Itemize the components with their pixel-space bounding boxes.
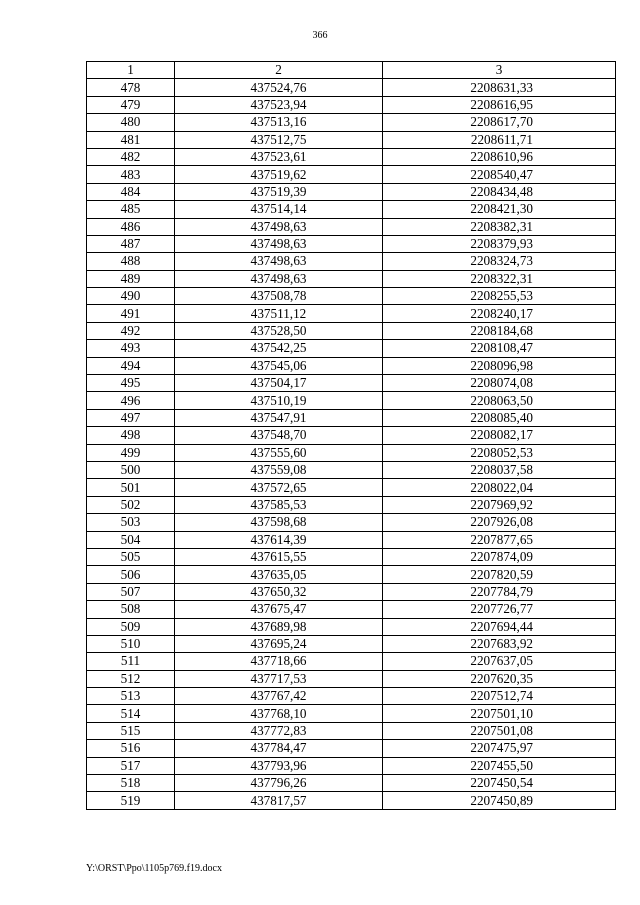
table-row bbox=[87, 409, 616, 426]
table-row bbox=[87, 114, 616, 131]
table-row bbox=[87, 792, 616, 809]
y-coordinate-cell: 2208085,40 bbox=[383, 409, 616, 426]
x-coordinate-cell: 437524,76 bbox=[175, 79, 383, 96]
point-number-cell: 507 bbox=[87, 583, 175, 600]
x-coordinate-cell: 437772,83 bbox=[175, 722, 383, 739]
x-coordinate-cell: 437572,65 bbox=[175, 479, 383, 496]
y-coordinate-cell: 2207969,92 bbox=[383, 496, 616, 513]
page-number: 366 bbox=[312, 30, 328, 41]
y-coordinate-cell: 2208052,53 bbox=[383, 444, 616, 461]
x-coordinate-cell: 437559,08 bbox=[175, 461, 383, 478]
point-number-cell: 492 bbox=[87, 322, 175, 339]
table-row bbox=[87, 340, 616, 357]
y-coordinate-cell: 2207926,08 bbox=[383, 514, 616, 531]
point-number-cell: 512 bbox=[87, 670, 175, 687]
x-coordinate-cell: 437635,05 bbox=[175, 566, 383, 583]
x-coordinate-cell: 437511,12 bbox=[175, 305, 383, 322]
point-number-cell: 515 bbox=[87, 722, 175, 739]
table-row bbox=[87, 392, 616, 409]
point-number-cell: 488 bbox=[87, 253, 175, 270]
x-coordinate-cell: 437523,61 bbox=[175, 148, 383, 165]
x-coordinate-cell: 437504,17 bbox=[175, 375, 383, 392]
point-number-cell: 499 bbox=[87, 444, 175, 461]
column-header-1: 1 bbox=[87, 62, 175, 79]
x-coordinate-cell: 437523,94 bbox=[175, 96, 383, 113]
x-coordinate-cell: 437767,42 bbox=[175, 688, 383, 705]
point-number-cell: 514 bbox=[87, 705, 175, 722]
y-coordinate-cell: 2207501,10 bbox=[383, 705, 616, 722]
table-row bbox=[87, 722, 616, 739]
x-coordinate-cell: 437585,53 bbox=[175, 496, 383, 513]
table-row bbox=[87, 601, 616, 618]
table-row bbox=[87, 375, 616, 392]
table-row bbox=[87, 131, 616, 148]
x-coordinate-cell: 437615,55 bbox=[175, 548, 383, 565]
point-number-cell: 519 bbox=[87, 792, 175, 809]
x-coordinate-cell: 437498,63 bbox=[175, 218, 383, 235]
point-number-cell: 517 bbox=[87, 757, 175, 774]
x-coordinate-cell: 437555,60 bbox=[175, 444, 383, 461]
point-number-cell: 509 bbox=[87, 618, 175, 635]
x-coordinate-cell: 437695,24 bbox=[175, 635, 383, 652]
y-coordinate-cell: 2208379,93 bbox=[383, 235, 616, 252]
y-coordinate-cell: 2208074,08 bbox=[383, 375, 616, 392]
point-number-cell: 497 bbox=[87, 409, 175, 426]
point-number-cell: 486 bbox=[87, 218, 175, 235]
x-coordinate-cell: 437793,96 bbox=[175, 757, 383, 774]
y-coordinate-cell: 2207450,89 bbox=[383, 792, 616, 809]
x-coordinate-cell: 437784,47 bbox=[175, 740, 383, 757]
x-coordinate-cell: 437689,98 bbox=[175, 618, 383, 635]
point-number-cell: 504 bbox=[87, 531, 175, 548]
table-row bbox=[87, 235, 616, 252]
point-number-cell: 491 bbox=[87, 305, 175, 322]
point-number-cell: 502 bbox=[87, 496, 175, 513]
table-row bbox=[87, 496, 616, 513]
table-row bbox=[87, 548, 616, 565]
footer-file-path: Y:\ORST\Ppo\1105p769.f19.docx bbox=[86, 863, 222, 874]
y-coordinate-cell: 2207455,50 bbox=[383, 757, 616, 774]
column-header-2: 2 bbox=[175, 62, 383, 79]
point-number-cell: 508 bbox=[87, 601, 175, 618]
y-coordinate-cell: 2208631,33 bbox=[383, 79, 616, 96]
table-row bbox=[87, 514, 616, 531]
table-row bbox=[87, 357, 616, 374]
y-coordinate-cell: 2207726,77 bbox=[383, 601, 616, 618]
y-coordinate-cell: 2207475,97 bbox=[383, 740, 616, 757]
table-row bbox=[87, 253, 616, 270]
point-number-cell: 498 bbox=[87, 427, 175, 444]
table-row bbox=[87, 461, 616, 478]
x-coordinate-cell: 437498,63 bbox=[175, 270, 383, 287]
table-row bbox=[87, 218, 616, 235]
x-coordinate-cell: 437718,66 bbox=[175, 653, 383, 670]
x-coordinate-cell: 437514,14 bbox=[175, 201, 383, 218]
table-row bbox=[87, 79, 616, 96]
y-coordinate-cell: 2208063,50 bbox=[383, 392, 616, 409]
point-number-cell: 518 bbox=[87, 775, 175, 792]
point-number-cell: 489 bbox=[87, 270, 175, 287]
point-number-cell: 487 bbox=[87, 235, 175, 252]
table-row bbox=[87, 183, 616, 200]
y-coordinate-cell: 2208610,96 bbox=[383, 148, 616, 165]
point-number-cell: 503 bbox=[87, 514, 175, 531]
point-number-cell: 490 bbox=[87, 288, 175, 305]
table-row bbox=[87, 148, 616, 165]
point-number-cell: 516 bbox=[87, 740, 175, 757]
table-row bbox=[87, 583, 616, 600]
y-coordinate-cell: 2207620,35 bbox=[383, 670, 616, 687]
table-row bbox=[87, 618, 616, 635]
x-coordinate-cell: 437548,70 bbox=[175, 427, 383, 444]
point-number-cell: 495 bbox=[87, 375, 175, 392]
table-row bbox=[87, 444, 616, 461]
table-row bbox=[87, 305, 616, 322]
x-coordinate-cell: 437675,47 bbox=[175, 601, 383, 618]
table-row bbox=[87, 566, 616, 583]
y-coordinate-cell: 2207874,09 bbox=[383, 548, 616, 565]
x-coordinate-cell: 437510,19 bbox=[175, 392, 383, 409]
table-row bbox=[87, 757, 616, 774]
table-header-row bbox=[87, 62, 616, 79]
point-number-cell: 484 bbox=[87, 183, 175, 200]
y-coordinate-cell: 2208616,95 bbox=[383, 96, 616, 113]
y-coordinate-cell: 2207637,05 bbox=[383, 653, 616, 670]
y-coordinate-cell: 2207512,74 bbox=[383, 688, 616, 705]
table-row bbox=[87, 479, 616, 496]
table-row bbox=[87, 427, 616, 444]
y-coordinate-cell: 2208434,48 bbox=[383, 183, 616, 200]
y-coordinate-cell: 2208108,47 bbox=[383, 340, 616, 357]
point-number-cell: 479 bbox=[87, 96, 175, 113]
y-coordinate-cell: 2208022,04 bbox=[383, 479, 616, 496]
y-coordinate-cell: 2208255,53 bbox=[383, 288, 616, 305]
point-number-cell: 481 bbox=[87, 131, 175, 148]
y-coordinate-cell: 2207694,44 bbox=[383, 618, 616, 635]
x-coordinate-cell: 437498,63 bbox=[175, 253, 383, 270]
y-coordinate-cell: 2208240,17 bbox=[383, 305, 616, 322]
y-coordinate-cell: 2208382,31 bbox=[383, 218, 616, 235]
x-coordinate-cell: 437508,78 bbox=[175, 288, 383, 305]
table-row bbox=[87, 270, 616, 287]
table-body bbox=[87, 79, 616, 809]
y-coordinate-cell: 2207683,92 bbox=[383, 635, 616, 652]
x-coordinate-cell: 437796,26 bbox=[175, 775, 383, 792]
x-coordinate-cell: 437519,39 bbox=[175, 183, 383, 200]
point-number-cell: 482 bbox=[87, 148, 175, 165]
point-number-cell: 496 bbox=[87, 392, 175, 409]
point-number-cell: 511 bbox=[87, 653, 175, 670]
x-coordinate-cell: 437498,63 bbox=[175, 235, 383, 252]
column-header-3: 3 bbox=[383, 62, 616, 79]
table-row bbox=[87, 201, 616, 218]
point-number-cell: 513 bbox=[87, 688, 175, 705]
point-number-cell: 501 bbox=[87, 479, 175, 496]
y-coordinate-cell: 2208082,17 bbox=[383, 427, 616, 444]
y-coordinate-cell: 2207501,08 bbox=[383, 722, 616, 739]
point-number-cell: 506 bbox=[87, 566, 175, 583]
y-coordinate-cell: 2208617,70 bbox=[383, 114, 616, 131]
x-coordinate-cell: 437817,57 bbox=[175, 792, 383, 809]
x-coordinate-cell: 437598,68 bbox=[175, 514, 383, 531]
table-row bbox=[87, 688, 616, 705]
y-coordinate-cell: 2207450,54 bbox=[383, 775, 616, 792]
table-row bbox=[87, 740, 616, 757]
y-coordinate-cell: 2208421,30 bbox=[383, 201, 616, 218]
table-row bbox=[87, 96, 616, 113]
y-coordinate-cell: 2208184,68 bbox=[383, 322, 616, 339]
table-row bbox=[87, 166, 616, 183]
point-number-cell: 505 bbox=[87, 548, 175, 565]
table-row bbox=[87, 775, 616, 792]
point-number-cell: 500 bbox=[87, 461, 175, 478]
table-row bbox=[87, 322, 616, 339]
x-coordinate-cell: 437513,16 bbox=[175, 114, 383, 131]
table-row bbox=[87, 705, 616, 722]
y-coordinate-cell: 2208540,47 bbox=[383, 166, 616, 183]
y-coordinate-cell: 2208037,58 bbox=[383, 461, 616, 478]
coordinates-table bbox=[86, 61, 616, 810]
x-coordinate-cell: 437717,53 bbox=[175, 670, 383, 687]
table-row bbox=[87, 288, 616, 305]
x-coordinate-cell: 437512,75 bbox=[175, 131, 383, 148]
table-row bbox=[87, 531, 616, 548]
point-number-cell: 480 bbox=[87, 114, 175, 131]
x-coordinate-cell: 437542,25 bbox=[175, 340, 383, 357]
y-coordinate-cell: 2208322,31 bbox=[383, 270, 616, 287]
x-coordinate-cell: 437650,32 bbox=[175, 583, 383, 600]
x-coordinate-cell: 437768,10 bbox=[175, 705, 383, 722]
point-number-cell: 483 bbox=[87, 166, 175, 183]
table-row bbox=[87, 670, 616, 687]
point-number-cell: 478 bbox=[87, 79, 175, 96]
x-coordinate-cell: 437547,91 bbox=[175, 409, 383, 426]
x-coordinate-cell: 437528,50 bbox=[175, 322, 383, 339]
y-coordinate-cell: 2207877,65 bbox=[383, 531, 616, 548]
point-number-cell: 510 bbox=[87, 635, 175, 652]
y-coordinate-cell: 2207820,59 bbox=[383, 566, 616, 583]
y-coordinate-cell: 2208324,73 bbox=[383, 253, 616, 270]
y-coordinate-cell: 2207784,79 bbox=[383, 583, 616, 600]
x-coordinate-cell: 437614,39 bbox=[175, 531, 383, 548]
table-row bbox=[87, 635, 616, 652]
x-coordinate-cell: 437519,62 bbox=[175, 166, 383, 183]
y-coordinate-cell: 2208611,71 bbox=[383, 131, 616, 148]
point-number-cell: 485 bbox=[87, 201, 175, 218]
y-coordinate-cell: 2208096,98 bbox=[383, 357, 616, 374]
point-number-cell: 494 bbox=[87, 357, 175, 374]
table-row bbox=[87, 653, 616, 670]
x-coordinate-cell: 437545,06 bbox=[175, 357, 383, 374]
point-number-cell: 493 bbox=[87, 340, 175, 357]
